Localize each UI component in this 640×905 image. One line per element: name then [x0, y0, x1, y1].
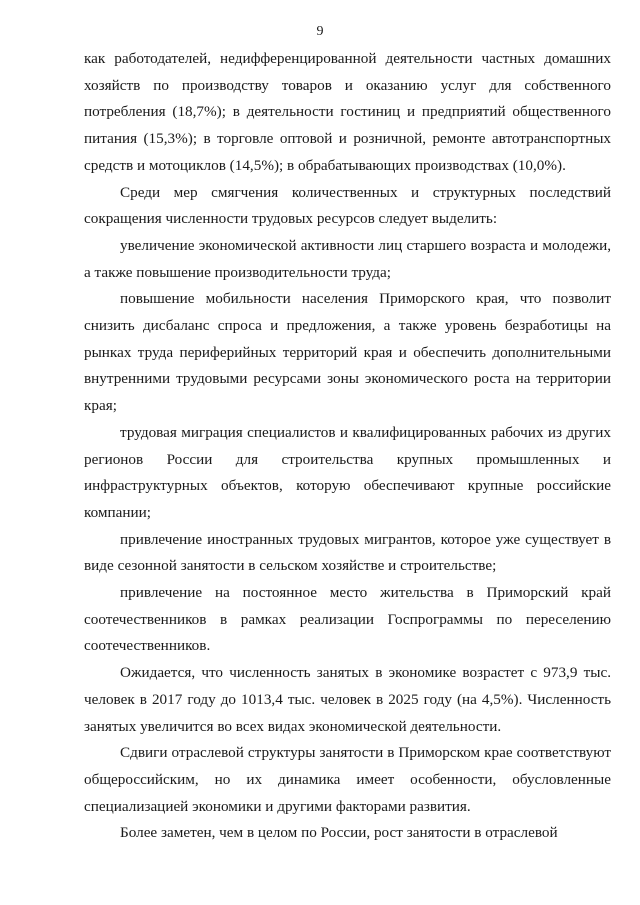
paragraph-measure-mobility: повышение мобильности населения Приморского края, что позволит снизить дисбаланс спроса и предложения, а также уровень безработицы на рынках труда периферийных территорий края и обеспечить дополнительными внутренними трудовыми ресурсами зоны экономического роста на территории края;	[84, 290, 611, 415]
page-number: 9	[316, 24, 324, 39]
paragraph-continuation: как работодателей, недифференцированной деятельности частных домашних хозяйств по производству товаров и оказанию услуг для собственного потребления (18,7%); в деятельности гостиниц и предприятий общественного питания (15,3%); в торговле оптовой и розничной, ремонте автотранспортных средств и мотоциклов (14,5%); в обрабатывающих производствах (10,0%).	[84, 50, 611, 174]
paragraph-measure-activity: увеличение экономической активности лиц старшего возраста и молодежи, а также повышение производительности труда;	[84, 236, 611, 281]
paragraph-measure-compatriots: привлечение на постоянное место жительства в Приморский край соотечественников в рамках реализации Госпрограммы по переселению соотечественников.	[84, 584, 611, 655]
paragraph-employment-growth: Более заметен, чем в целом по России, рост занятости в отраслевой	[120, 824, 558, 842]
paragraph-employment-forecast: Ожидается, что численность занятых в экономике возрастет с 973,9 тыс. человек в 2017 году до 1013,4 тыс. человек в 2025 году (на 4,5%). Численность занятых увеличится во всех видах экономической деятельности.	[84, 664, 611, 735]
paragraph-measure-foreign-migrants: привлечение иностранных трудовых мигрантов, которое уже существует в виде сезонной занятости в сельском хозяйстве и строительстве;	[84, 530, 611, 575]
paragraph-measures-intro: Среди мер смягчения количественных и структурных последствий сокращения численности трудовых ресурсов следует выделить:	[84, 183, 611, 228]
paragraph-measure-labor-migration: трудовая миграция специалистов и квалифицированных рабочих из других регионов России для строительства крупных промышленных и инфраструктурных объектов, которую обеспечивают крупные российские компании;	[84, 423, 611, 521]
paragraph-sector-shifts: Сдвиги отраслевой структуры занятости в Приморском крае соответствуют общероссийским, но их динамика имеет особенности, обусловленные специализацией экономики и другими факторами развития.	[84, 744, 611, 815]
document-body	[84, 46, 611, 847]
